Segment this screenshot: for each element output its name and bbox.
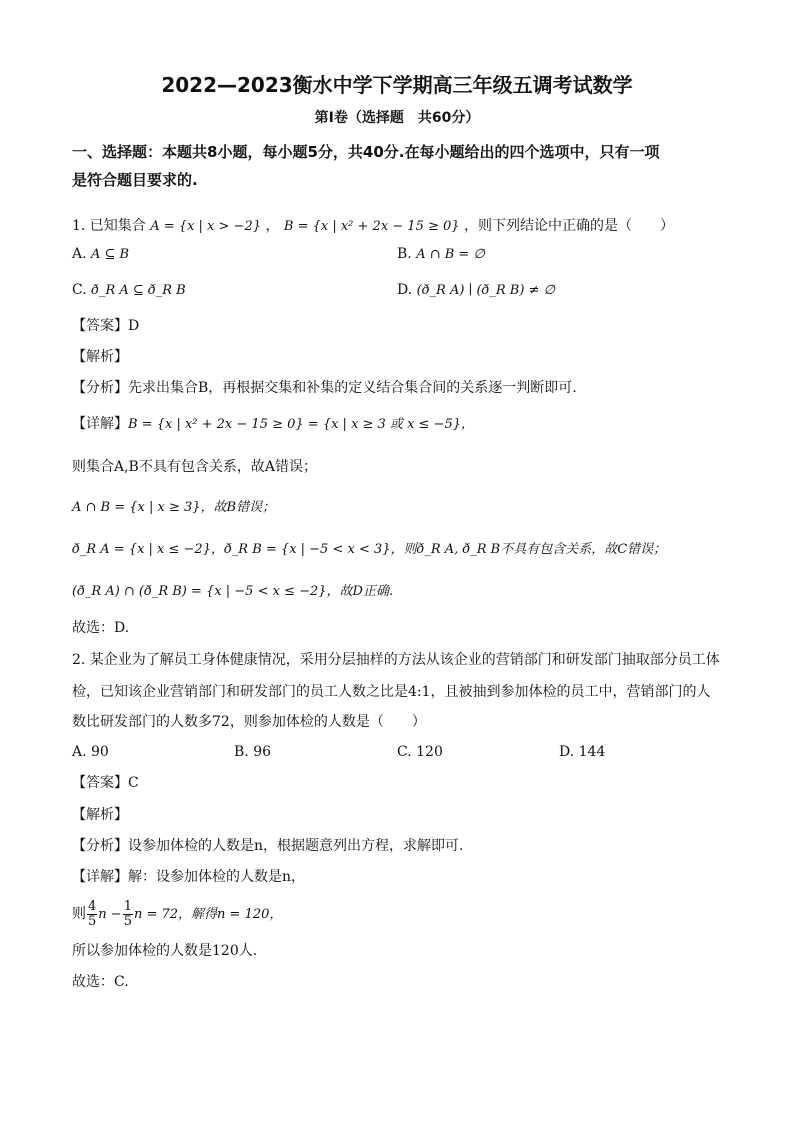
q2-fraction-1-denominator: 5 <box>88 913 97 929</box>
q2-fraction-2-denominator: 5 <box>123 913 132 929</box>
q2-stem-line-3: 数比研发部门的人数多72，则参加体检的人数是（ ） <box>72 714 426 730</box>
q2-fenxi <box>72 836 463 856</box>
q1-fenxi-tag: 【分析】 <box>72 380 128 396</box>
q2-answer-value: C <box>128 775 139 791</box>
q2-fenxi-text: 设参加体检的人数是n，根据题意列出方程，求解即可. <box>128 838 464 854</box>
q1-option-b <box>397 244 485 265</box>
q2-detail-2-prefix: 则 <box>72 906 86 922</box>
q2-stem-line-2: 检，已知该企业营销部门和研发部门的员工人数之比是4:1，且被抽到参加体检的员工中，营销部门的人 <box>72 684 711 700</box>
q1-option-c <box>72 280 186 301</box>
q1-detail-3: A ∩ B = {x | x ≥ 3}，故B错误； <box>72 500 276 515</box>
q2-option-a-label: A. <box>72 744 87 760</box>
q1-answer <box>72 316 139 336</box>
q2-detail-tag: 【详解】 <box>72 869 128 885</box>
q2-option-b-text: 96 <box>253 744 272 760</box>
q2-option-a-text: 90 <box>91 744 109 760</box>
q1-option-a-label: A. <box>72 246 87 262</box>
q1-option-d-label: D. <box>397 282 413 298</box>
q2-option-c-text: 120 <box>416 744 443 760</box>
q1-option-a-text: A ⊆ B <box>91 247 130 262</box>
q1-stem <box>72 216 674 237</box>
q2-option-c <box>397 742 443 762</box>
q1-detail-4: ð_R A = {x | x ≤ −2}，ð_R B = {x | −5 < x < 3}，则ð_R A, ð_R B不具有包含关系，故C错误； <box>72 542 667 557</box>
q1-detail-tag: 【详解】 <box>72 416 128 432</box>
q2-detail-1 <box>72 867 305 887</box>
q2-detail-2-mid1: n − <box>98 907 122 922</box>
q2-answer-tag: 【答案】 <box>72 775 128 791</box>
q2-detail-2 <box>72 897 282 932</box>
q1-set-b: B = {x | x² + 2x − 15 ≥ 0} <box>283 219 460 234</box>
q2-detail-1-text: 解：设参加体检的人数是n， <box>128 869 306 885</box>
section-heading-line-1: 一、选择题：本题共8小题，每小题5分，共40分.在每小题给出的四个选项中，只有一项 <box>72 143 660 161</box>
q2-analysis-tag: 【解析】 <box>72 807 128 823</box>
q1-detail-2: 则集合A,B不具有包含关系，故A错误； <box>72 459 317 475</box>
q2-fraction-1 <box>87 900 97 929</box>
q1-option-c-label: C. <box>72 282 87 298</box>
q1-answer-value: D <box>128 318 140 334</box>
q2-detail-2-mid2: n = 72，解得n = 120， <box>133 907 283 922</box>
q1-stem-prefix: 1. 已知集合 <box>72 218 146 234</box>
q1-fenxi <box>72 378 577 398</box>
q1-separator: ， <box>265 218 280 234</box>
q1-option-d <box>397 280 555 301</box>
q2-fenxi-tag: 【分析】 <box>72 838 128 854</box>
q2-option-a <box>72 742 109 762</box>
q1-answer-tag: 【答案】 <box>72 318 128 334</box>
q1-set-a: A = {x | x > −2} <box>150 219 261 234</box>
q1-analysis-tag: 【解析】 <box>72 349 128 365</box>
q2-option-d-label: D. <box>559 744 575 760</box>
q2-answer <box>72 773 139 793</box>
q1-detail-1-text: B = {x | x² + 2x − 15 ≥ 0} = {x | x ≥ 3 或 x ≤ −5}， <box>128 417 475 432</box>
q1-option-d-text: (ð_R A) ∣ (ð_R B) ≠ ∅ <box>416 283 555 298</box>
q1-conclusion: 故选：D. <box>72 620 130 636</box>
section-subtitle: 第I卷（选择题 共60分） <box>314 110 480 126</box>
q2-conclusion: 故选：C. <box>72 974 129 990</box>
q2-option-b <box>234 742 271 762</box>
q2-fraction-2-numerator: 1 <box>123 898 132 914</box>
q2-option-b-label: B. <box>234 744 249 760</box>
section-heading-line-2: 是符合题目要求的. <box>72 171 198 189</box>
q1-detail-5: (ð_R A) ∩ (ð_R B) = {x | −5 < x ≤ −2}，故D正确. <box>72 584 394 599</box>
q1-detail-1 <box>72 414 474 435</box>
q2-option-c-label: C. <box>397 744 412 760</box>
q1-option-b-text: A ∩ B = ∅ <box>416 247 485 262</box>
q2-detail-3: 所以参加体检的人数是120人. <box>72 943 258 959</box>
q2-option-d <box>559 742 605 762</box>
q2-option-d-text: 144 <box>578 744 606 760</box>
q1-stem-suffix: ，则下列结论中正确的是（ ） <box>464 218 675 234</box>
q1-option-a <box>72 244 129 265</box>
q2-stem-line-1: 2. 某企业为了解员工身体健康情况，采用分层抽样的方法从该企业的营销部门和研发部门抽取部分员工体 <box>72 652 720 668</box>
q1-fenxi-text: 先求出集合B，再根据交集和补集的定义结合集合间的关系逐一判断即可. <box>128 380 577 396</box>
page-title: 2022—2023衡水中学下学期高三年级五调考试数学 <box>161 73 633 97</box>
q2-fraction-2 <box>123 900 133 929</box>
q1-option-b-label: B. <box>397 246 412 262</box>
q1-option-c-text: ð_R A ⊆ ð_R B <box>91 283 186 298</box>
q2-fraction-1-numerator: 4 <box>88 898 97 914</box>
